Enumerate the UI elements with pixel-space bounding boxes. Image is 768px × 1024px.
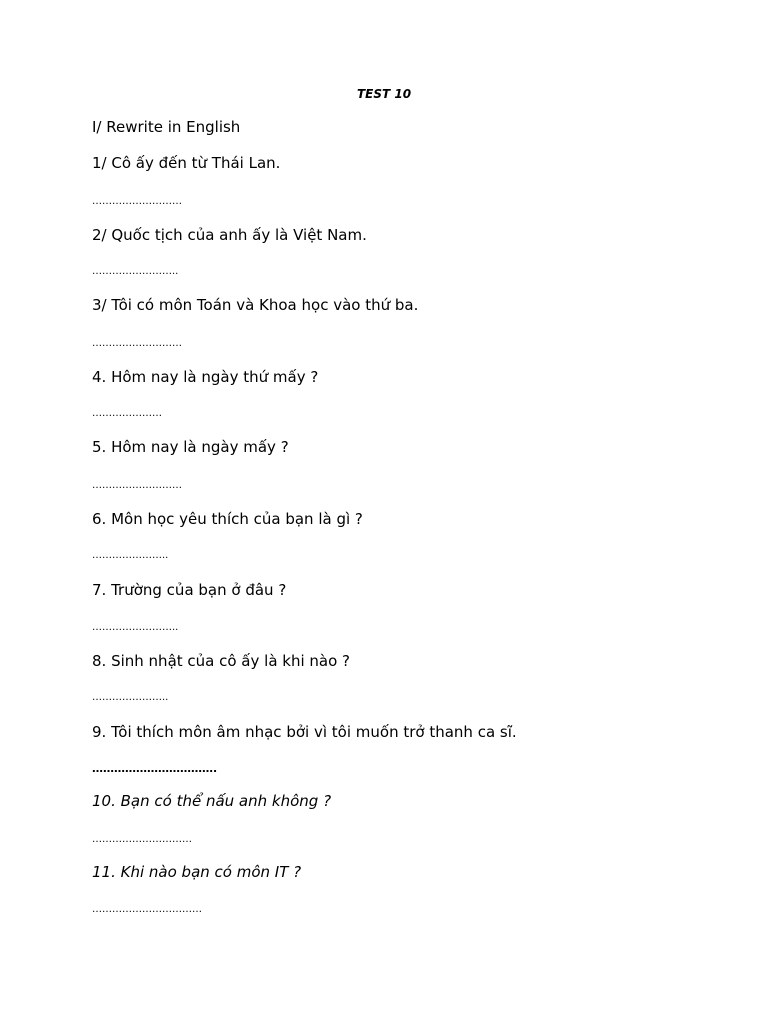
- answer-line-8: …………………..: [92, 692, 169, 703]
- question-6: 6. Môn học yêu thích của bạn là gì ?: [92, 510, 363, 528]
- section-heading: I/ Rewrite in English: [92, 118, 241, 136]
- question-4: 4. Hôm nay là ngày thứ mấy ?: [92, 368, 319, 386]
- answer-line-7: ……………………..: [92, 622, 179, 633]
- question-3: 3/ Tôi có môn Toán và Khoa học vào thứ ba.: [92, 296, 419, 314]
- answer-line-9: …………………………….: [92, 762, 218, 775]
- question-11: 11. Khi nào bạn có môn IT ?: [92, 863, 302, 881]
- question-5: 5. Hôm nay là ngày mấy ?: [92, 438, 289, 456]
- question-9: 9. Tôi thích môn âm nhạc bởi vì tôi muốn trở thanh ca sĩ.: [92, 723, 517, 741]
- answer-line-11: ……………………………: [92, 904, 202, 915]
- answer-line-4: …………………: [92, 408, 162, 419]
- question-10: 10. Bạn có thể nấu anh không ?: [92, 792, 332, 810]
- question-8: 8. Sinh nhật của cô ấy là khi nào ?: [92, 652, 351, 670]
- answer-line-2: ……………………..: [92, 266, 179, 277]
- answer-line-6: …………………..: [92, 550, 169, 561]
- question-2: 2/ Quốc tịch của anh ấy là Việt Nam.: [92, 226, 367, 244]
- answer-line-10: …………………………: [92, 834, 192, 845]
- question-1: 1/ Cô ấy đến từ Thái Lan.: [92, 154, 281, 172]
- answer-line-3: ………………………: [92, 338, 182, 349]
- answer-line-5: ………………………: [92, 480, 182, 491]
- question-7: 7. Trường của bạn ở đâu ?: [92, 581, 287, 599]
- page-title: TEST 10: [356, 87, 412, 101]
- answer-line-1: ………………………: [92, 196, 182, 207]
